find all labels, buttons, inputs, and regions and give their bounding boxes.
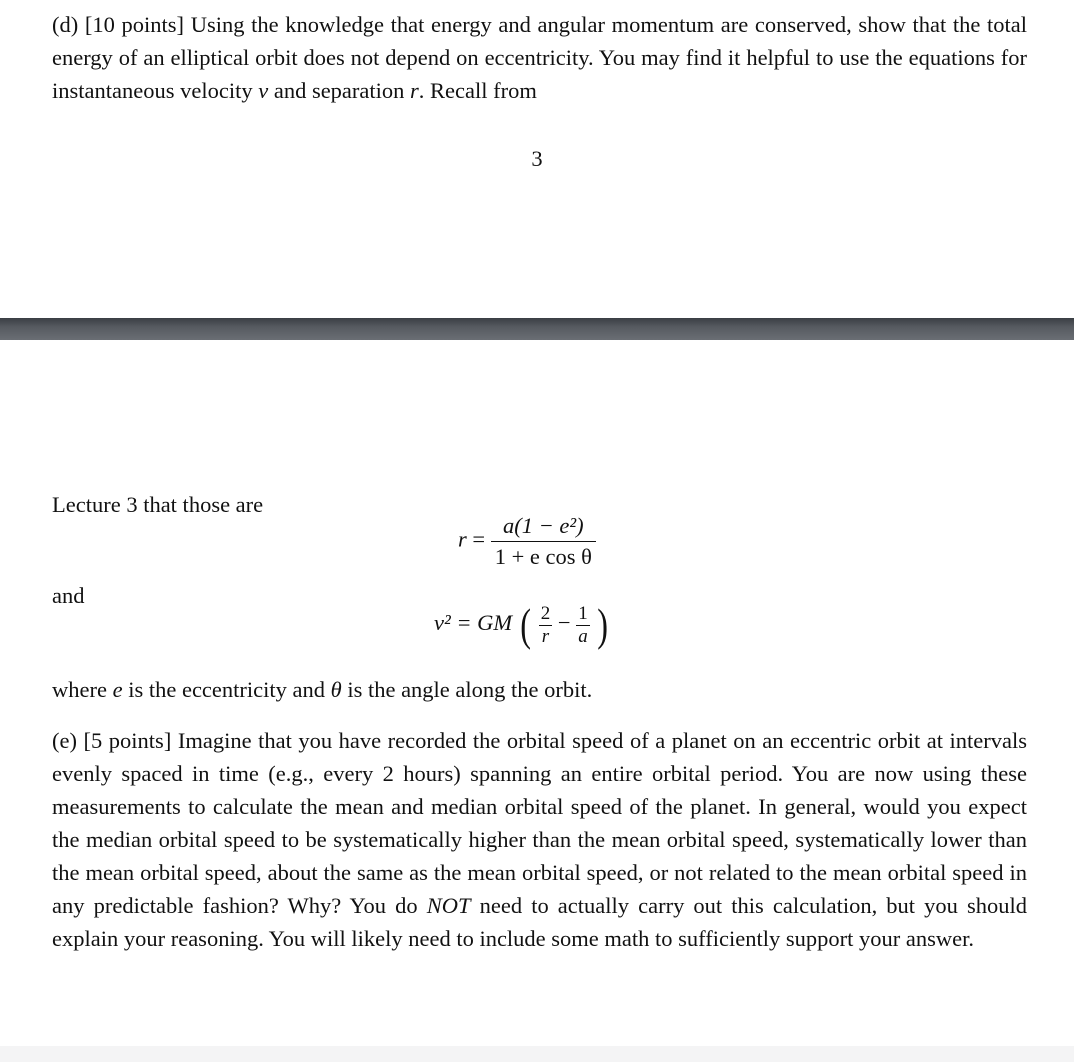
frac2-num: 1 bbox=[578, 602, 588, 624]
page-divider bbox=[0, 318, 1074, 340]
eq-v-lhs: v² = GM bbox=[434, 610, 513, 636]
page-number: 3 bbox=[531, 146, 543, 171]
var-r: r bbox=[410, 78, 419, 103]
eq-r-equals: = bbox=[472, 526, 491, 552]
and-text: and bbox=[52, 583, 85, 608]
where-t2: is the eccentricity and bbox=[128, 677, 326, 702]
var-e: e bbox=[112, 677, 123, 702]
equation-v bbox=[434, 599, 611, 650]
not-emphasis: NOT bbox=[426, 893, 471, 918]
part-e-points: [5 points] bbox=[83, 728, 172, 753]
where-text bbox=[52, 677, 592, 703]
part-d-text-2: and separation bbox=[273, 78, 405, 103]
var-v: v bbox=[258, 78, 269, 103]
var-theta: θ bbox=[330, 677, 342, 702]
continuation-text: Lecture 3 that those are bbox=[52, 492, 264, 517]
eq-r-lhs: r bbox=[458, 526, 467, 552]
bottom-strip bbox=[0, 1046, 1074, 1062]
where-t3: is the angle along the orbit. bbox=[347, 677, 593, 702]
eq-v-fraction-2 bbox=[576, 603, 590, 648]
eq-r-numerator: a(1 − e²) bbox=[491, 513, 596, 542]
part-d-label: (d) bbox=[52, 12, 79, 37]
part-d-text-3: . Recall from bbox=[418, 78, 537, 103]
part-d-points: [10 points] bbox=[84, 12, 185, 37]
part-e-text-2: need to actually carry out this calculation, but you should explain your reasoning. You will likely need to include some math to sufficiently support your answer. bbox=[52, 893, 1028, 951]
eq-v-minus: − bbox=[557, 610, 571, 636]
equation-r bbox=[458, 513, 596, 570]
eq-v-fraction-1 bbox=[539, 603, 553, 648]
part-e-label: (e) bbox=[52, 728, 77, 753]
frac1-num: 2 bbox=[540, 602, 551, 624]
left-paren: ( bbox=[520, 599, 531, 650]
part-d-text: Using the knowledge that energy and angular momentum are conserved, show that the total energy of an elliptical orbit does not depend on eccentricity. You may find it helpful to use the equations for instantaneous velocity bbox=[52, 12, 1028, 103]
frac1-den: r bbox=[541, 625, 550, 647]
eq-r-denominator: 1 + e cos θ bbox=[494, 544, 592, 569]
where-t1: where bbox=[52, 677, 107, 702]
part-e-text: Imagine that you have recorded the orbital speed of a planet on an eccentric orbit at intervals evenly spaced in time (e.g., every 2 hours) spanning an entire orbital period. You are now using these measurements to calculate the mean and median orbital speed of the planet. In general, would you expect the median orbital speed to be systematically higher than the mean orbital speed, systematically lower than the mean orbital speed, about the same as the mean orbital speed, or not related to the mean orbital speed in any predictable fashion? Why? You do bbox=[52, 728, 1028, 918]
eq-r-fraction bbox=[491, 513, 596, 570]
right-paren: ) bbox=[597, 599, 609, 650]
frac2-den: a bbox=[578, 625, 588, 647]
part-d-question bbox=[52, 8, 1027, 107]
part-e-question bbox=[52, 724, 1027, 955]
